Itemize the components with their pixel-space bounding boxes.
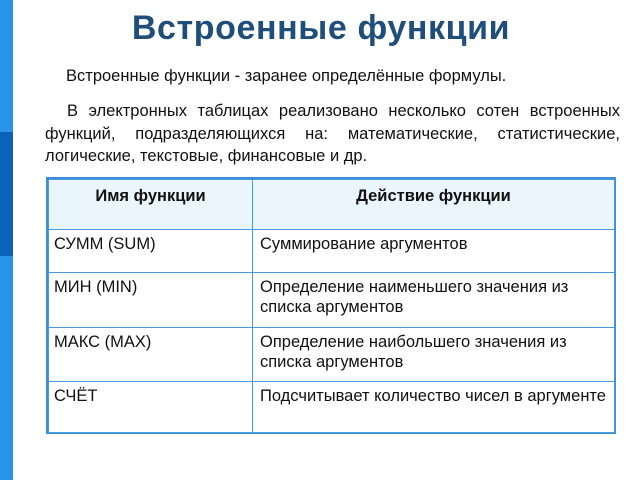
table-row bbox=[49, 328, 615, 382]
function-action-cell: Суммирование аргументов bbox=[253, 230, 615, 273]
decorative-side-bar bbox=[0, 0, 13, 480]
function-name-cell: МАКС (MAX) bbox=[49, 328, 253, 382]
function-action-cell: Определение наибольшего значения из списка аргументов bbox=[253, 328, 615, 382]
function-name-cell: МИН (MIN) bbox=[49, 273, 253, 328]
table-row bbox=[49, 382, 615, 433]
body-paragraph: В электронных таблицах реализовано несколько сотен встроенных функций, подразделяющихся на: математические, статистические, логические, текстовые, финансовые и др. bbox=[45, 102, 620, 165]
function-name-cell: СУММ (SUM) bbox=[49, 230, 253, 273]
function-action-cell: Определение наименьшего значения из списка аргументов bbox=[253, 273, 615, 328]
function-action-cell: Подсчитывает количество чисел в аргументе bbox=[253, 382, 615, 433]
functions-table-frame bbox=[46, 177, 616, 434]
table-row bbox=[49, 273, 615, 328]
table-row bbox=[49, 230, 615, 273]
function-name-cell: СЧЁТ bbox=[49, 382, 253, 433]
definition-text: Встроенные функции - заранее определённые формулы. bbox=[66, 67, 507, 85]
header-function-name: Имя функции bbox=[49, 180, 253, 230]
table-header-row bbox=[49, 180, 615, 230]
slide-title: Встроенные функции bbox=[131, 9, 511, 47]
functions-table bbox=[48, 179, 615, 433]
header-function-action: Действие функции bbox=[253, 180, 615, 230]
